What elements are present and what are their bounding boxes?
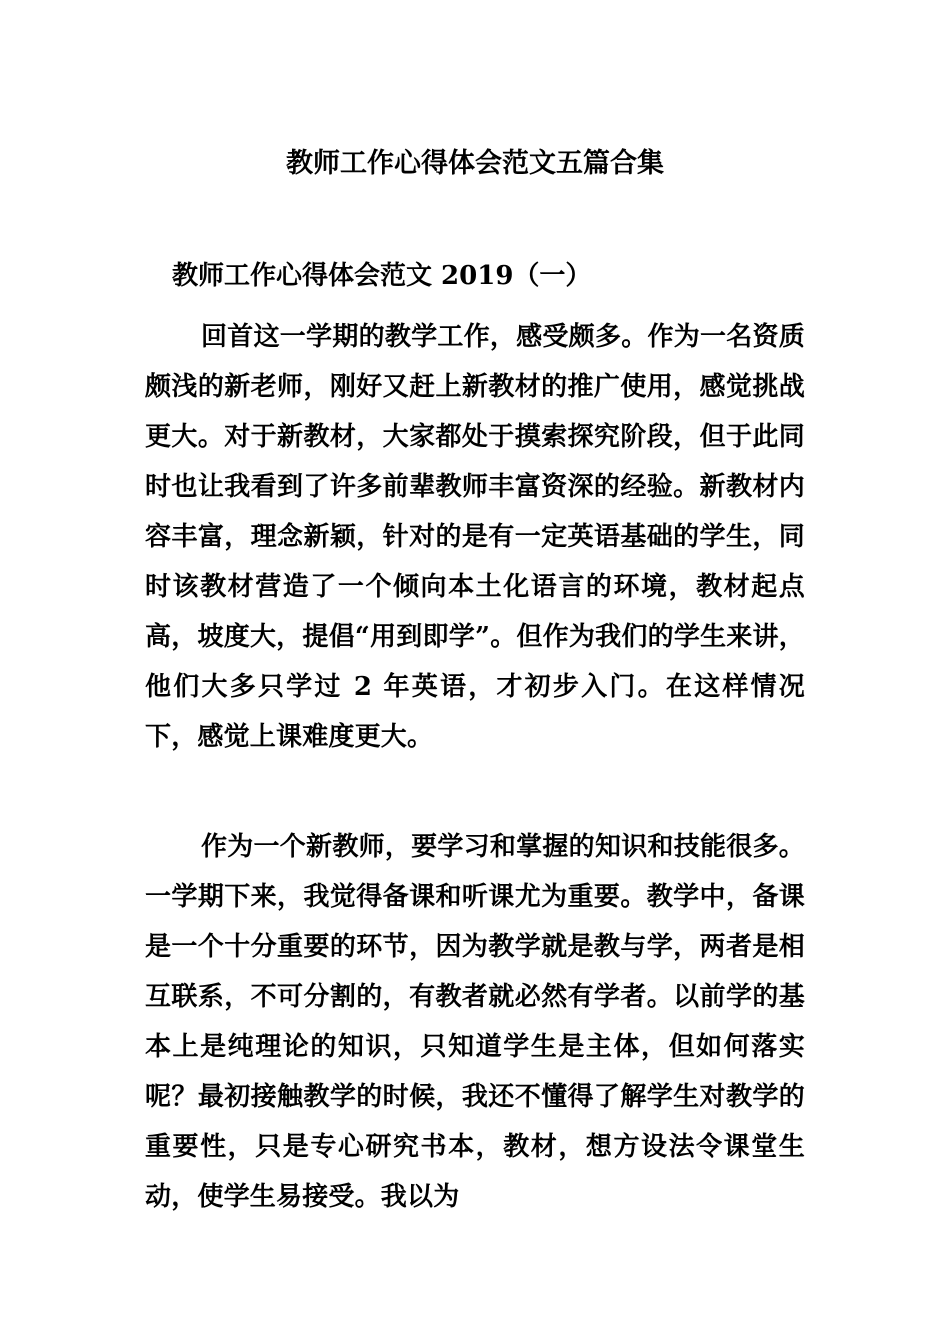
section-heading: 教师工作心得体会范文 2019（一） bbox=[172, 261, 592, 291]
paragraph-2: 作为一个新教师，要学习和掌握的知识和技能很多。一学期下来，我觉得备课和听课尤为重要。教学中，备课是一个十分重要的环节，因为教学就是教与学，两者是相互联系，不可分割的，有教者就必然有学者。以前学的基本上是纯理论的知识，只知道学生是主体，但如何落实呢？最初接触教学的时候，我还不懂得了解学生对教学的重要性，只是专心研究书本，教材，想方设法令课堂生动，使学生易接受。我以为 bbox=[145, 832, 805, 1212]
document-title: 教师工作心得体会范文五篇合集 bbox=[286, 148, 664, 179]
paragraph-1: 回首这一学期的教学工作，感受颇多。作为一名资质颇浅的新老师，刚好又赶上新教材的推广使用，感觉挑战更大。对于新教材，大家都处于摸索探究阶段，但于此同时也让我看到了许多前辈教师丰富资深的经验。新教材内容丰富，理念新颖，针对的是有一定英语基础的学生，同时该教材营造了一个倾向本土化语言的环境，教材起点高，坡度大，提倡“用到即学”。但作为我们的学生来讲，他们大多只学过 2 年英语，才初步入门。在这样情况下，感觉上课难度更大。 bbox=[145, 322, 805, 752]
